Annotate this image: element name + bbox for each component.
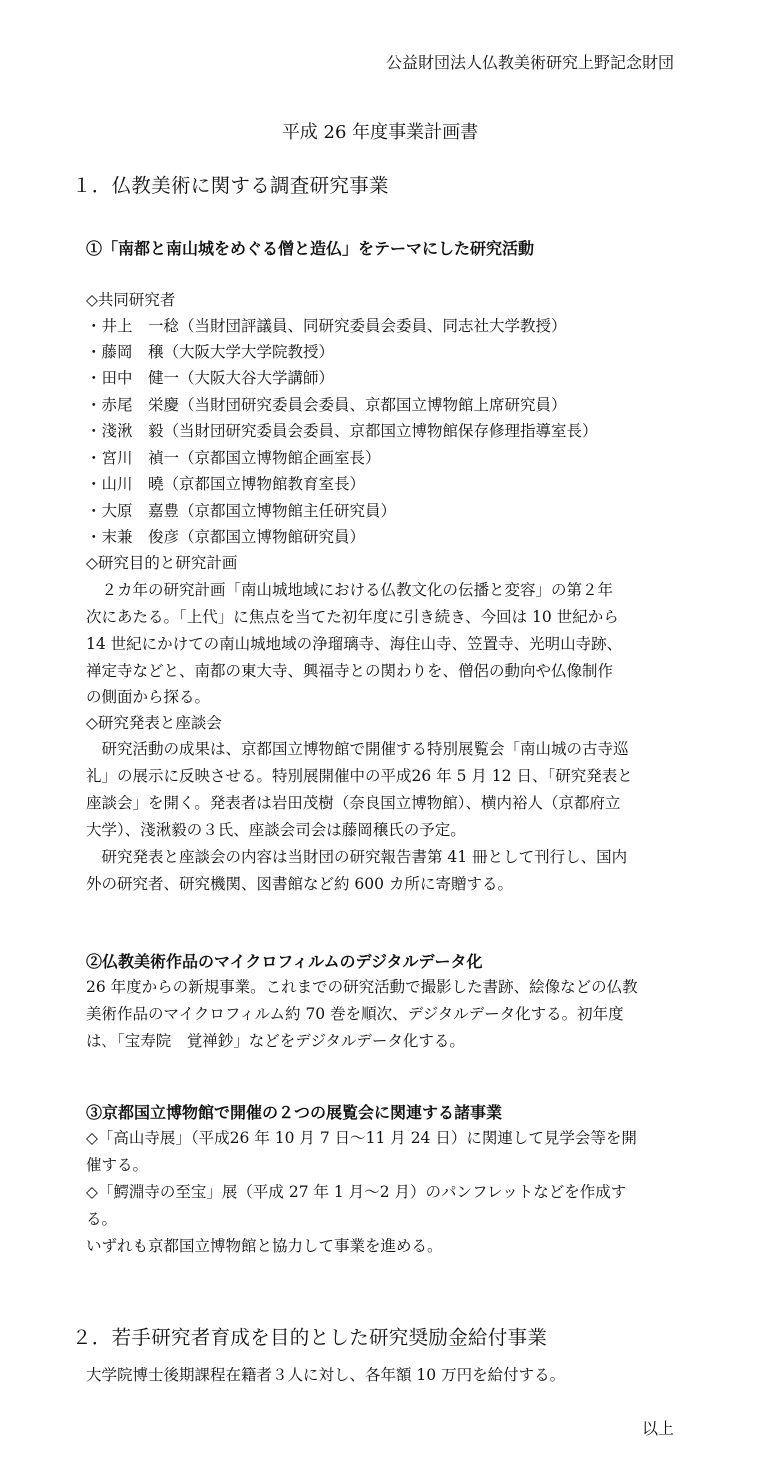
researcher-item: ・赤尾 栄慶（当財団研究委員会委員、京都国立博物館上席研究員） [86,396,567,414]
researchers-heading: ◇共同研究者 [86,291,176,309]
item2-heading: ②仏教美術作品のマイクロフィルムのデジタルデータ化 [86,952,483,971]
item2-line: は､「宝寿院 覚禅鈔」などをデジタルデータ化する。 [86,1032,465,1050]
symposium-line: 研究活動の成果は、京都国立博物館で開催する特別展覧会「南山城の古寺巡 [86,740,629,758]
symposium-line: 大学）、淺湫毅の３氏、座談会司会は藤岡穣氏の予定。 [86,821,466,839]
item2-line: 26 年度からの新規事業。これまでの研究活動で撮影した書跡、絵像などの仏教 [86,978,638,996]
item3-line: ◇「高山寺展」（平成26 年 10 月 7 日～11 月 24 日）に関連して見学会等を開 [86,1129,637,1147]
item3-line: る。 [86,1210,118,1228]
symposium-line: 研究発表と座談会の内容は当財団の研究報告書第 41 冊として刊行し、国内 [86,848,628,866]
purpose-line: ２カ年の研究計画「南山城地域における仏教文化の伝播と変容」の第２年 [86,581,614,599]
symposium-line: 外の研究者、研究機関、図書館など約 600 カ所に寄贈する。 [86,875,513,893]
researcher-item: ・山川 曉（京都国立博物館教育室長） [86,475,366,493]
item3-heading: ③京都国立博物館で開催の２つの展覧会に関連する諸事業 [86,1103,503,1122]
researcher-item: ・田中 健一（大阪大谷大学講師） [86,369,335,387]
purpose-line: 14 世紀にかけての南山城地域の浄瑠璃寺、海住山寺、笠置寺、光明山寺跡、 [86,635,623,653]
symposium-heading: ◇研究発表と座談会 [86,714,222,732]
item2-line: 美術作品のマイクロフィルム約 70 巻を順次、デジタルデータ化する。初年度 [86,1005,624,1023]
item3-line: いずれも京都国立博物館と協力して事業を進める。 [86,1237,443,1255]
purpose-line: の側面から探る。 [86,688,211,706]
document-title: 平成 26 年度事業計画書 [281,122,479,143]
researcher-item: ・末兼 俊彦（京都国立博物館研究員） [86,528,366,546]
item3-line: 催する。 [86,1156,149,1174]
researcher-item: ・宮川 禎一（京都国立博物館企画室長） [86,449,381,467]
researcher-item: ・藤岡 穣（大阪大学大学院教授） [86,343,335,361]
symposium-line: 礼」の展示に反映させる。特別展開催中の平成26 年 5 月 12 日、「研究発表と [86,767,633,785]
closing-text: 以上 [641,1419,674,1438]
purpose-heading: ◇研究目的と研究計画 [86,554,238,572]
purpose-line: 禅定寺などと、南都の東大寺、興福寺との関わりを、僧侶の動向や仏像制作 [86,662,614,680]
section2-heading: ２．若手研究者育成を目的とした研究奨励金給付事業 [72,1326,548,1349]
item3-line: ◇「鰐淵寺の至宝」展（平成 27 年 1 月～2 月）のパンフレットなどを作成す [86,1183,627,1201]
researcher-item: ・大原 嘉豊（京都国立博物館主任研究員） [86,502,397,520]
item1-heading: ①「南都と南山城をめぐる僧と造仏」をテーマにした研究活動 [86,239,535,258]
section2-text: 大学院博士後期課程在籍者３人に対し、各年額 10 万円を給付する。 [86,1366,566,1384]
researcher-item: ・井上 一稔（当財団評議員、同研究委員会委員、同志社大学教授） [86,317,567,335]
purpose-line: 次にあたる。「上代」に焦点を当てた初年度に引き続き、今回は 10 世紀から [86,608,619,626]
symposium-line: 座談会」を開く。発表者は岩田茂樹（奈良国立博物館）、横内裕人（京都府立 [86,794,621,812]
organization-name: 公益財団法人仏教美術研究上野記念財団 [385,53,674,72]
section1-heading: １．仏教美術に関する調査研究事業 [72,174,389,197]
researcher-item: ・淺湫 毅（当財団研究委員会委員、京都国立博物館保存修理指導室長） [86,422,598,440]
